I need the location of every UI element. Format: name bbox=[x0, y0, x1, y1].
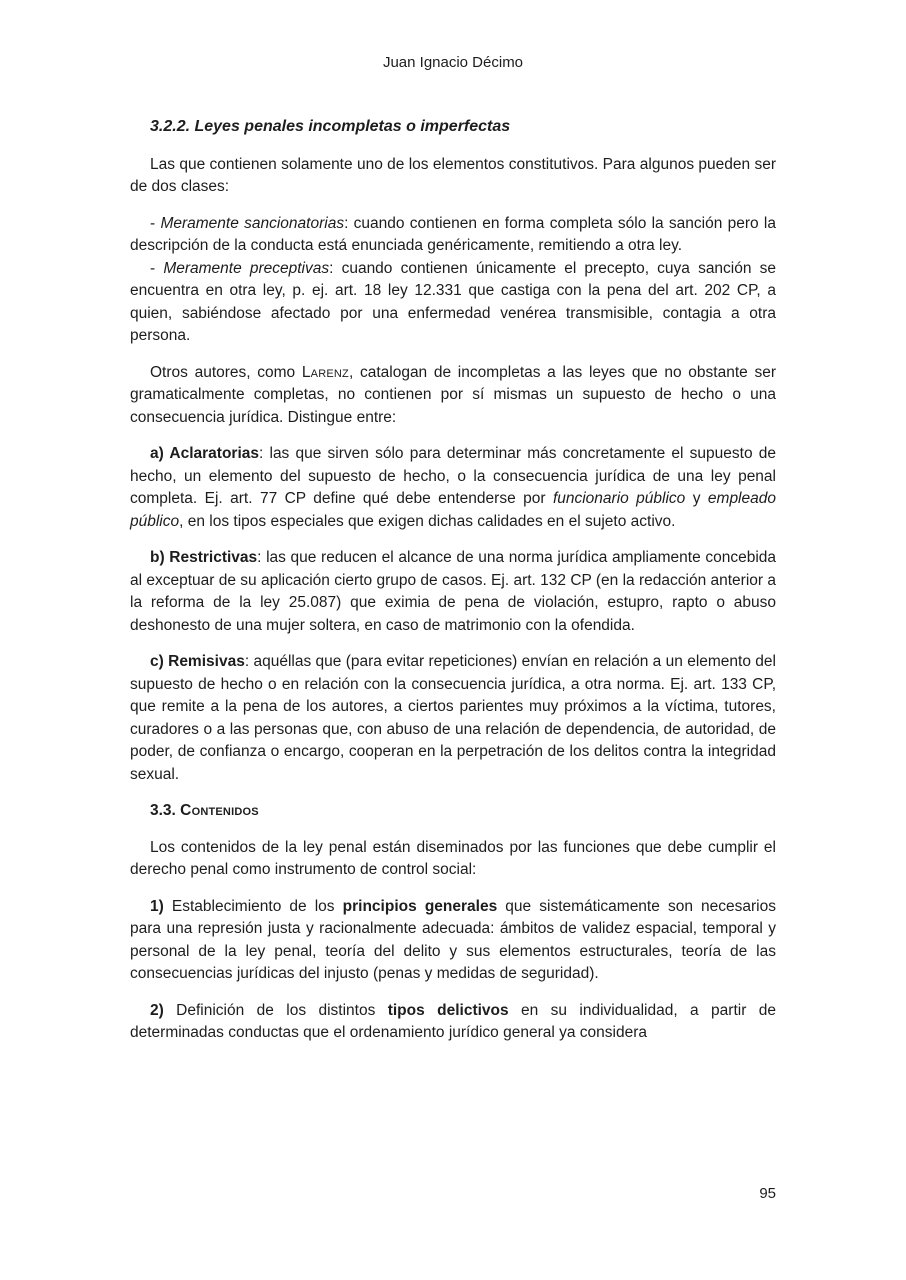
item-a-label: a) Aclaratorias bbox=[150, 445, 259, 462]
item-a-aclaratorias bbox=[130, 443, 776, 533]
term-principios-generales: principios generales bbox=[342, 897, 498, 915]
section-33-number: 3.3. bbox=[150, 802, 181, 819]
section-heading-322 bbox=[130, 116, 776, 139]
author-name: Juan Ignacio Décimo bbox=[382, 54, 524, 71]
item-a-text-1: : las que sirven sólo para determinar más concretamente el supuesto de hecho, un elemento del supuesto de hecho, o la consecuencia jurídica de una ley penal completa. Ej. art. 77 CP define qué debe entenderse por bbox=[130, 445, 776, 507]
item-b-restrictivas bbox=[130, 547, 776, 637]
larenz-after: , catalogan de incompletas a las leyes que no obstante ser gramaticalmente completas, no contienen por sí mismas un supuesto de hecho o una consecuencia jurídica. Distingue entre: bbox=[130, 363, 776, 426]
contenidos-intro-text: Los contenidos de la ley penal están diseminados por las funciones que debe cumplir el derecho penal como instrumento de control social: bbox=[130, 838, 776, 878]
term-tipos-delictivos: tipos delictivos bbox=[387, 1001, 509, 1019]
item-2-tipos bbox=[130, 1000, 776, 1045]
larenz-before: Otros autores, como bbox=[150, 363, 302, 381]
author-larenz-smallcaps: Larenz bbox=[301, 363, 349, 381]
page-content bbox=[130, 116, 776, 1059]
section-heading-33 bbox=[130, 800, 776, 823]
item-2-label: 2) bbox=[150, 1001, 164, 1019]
section-322-title: 3.2.2. Leyes penales incompletas o imperfectas bbox=[150, 118, 511, 135]
bullet-sancionatorias-text: : cuando contienen en forma completa sólo la sanción pero la descripción de la conducta está enunciada genéricamente, remitiendo a otra ley. bbox=[130, 214, 777, 254]
term-empleado-publico: empleado público bbox=[130, 490, 776, 530]
section-33-title-smallcaps: Contenidos bbox=[180, 802, 259, 819]
paragraph-contenidos-intro bbox=[130, 837, 776, 882]
item-2-text-2: en su individualidad, a partir de determinadas conductas que el ordenamiento jurídico general ya considera bbox=[130, 1001, 776, 1041]
item-c-label: c) Remisivas bbox=[150, 653, 245, 670]
paragraph-larenz bbox=[130, 362, 776, 430]
bullet-dash: - bbox=[150, 259, 164, 277]
bullet-preceptivas bbox=[130, 258, 776, 348]
item-c-text: : aquéllas que (para evitar repeticiones) envían en relación a un elemento del supuesto de hecho o en relación con la consecuencia jurídica, a otra norma. Ej. art. 133 CP, que remite a la pena de los autores, a ciertos parientes muy próximos a la víctima, tutores, curadores o a las personas que, con abuso de una relación de dependencia, de autoridad, de poder, de confianza o encargo, cooperan en la perpetración de los delitos contra la integridad sexual. bbox=[130, 653, 776, 783]
page-number bbox=[759, 1184, 776, 1203]
intro-text: Las que contienen solamente uno de los elementos constitutivos. Para algunos pueden ser de dos clases: bbox=[130, 155, 776, 195]
term-sancionatorias: Meramente sancionatorias bbox=[160, 214, 345, 232]
item-1-principios bbox=[130, 896, 776, 986]
item-a-text-2: y bbox=[685, 490, 708, 507]
item-2-text-1: Definición de los distintos bbox=[163, 1001, 388, 1019]
paragraph-intro bbox=[130, 154, 776, 199]
running-header bbox=[0, 53, 906, 72]
page-number-value: 95 bbox=[759, 1185, 776, 1202]
bullet-sancionatorias bbox=[130, 213, 776, 258]
item-1-text-1: Establecimiento de los bbox=[163, 897, 343, 915]
item-1-label: 1) bbox=[150, 897, 164, 915]
item-a-text-3: , en los tipos especiales que exigen dichas calidades en el sujeto activo. bbox=[179, 512, 676, 530]
item-b-text: : las que reducen el alcance de una norma jurídica ampliamente concebida al exceptuar de su aplicación cierto grupo de casos. Ej. art. 132 CP (en la redacción anterior a la reforma de la ley 25.087) que eximia de pena de violación, estupro, rapto o abuso deshonesto de una mujer soltera, en caso de matrimonio con la ofendida. bbox=[130, 549, 776, 634]
term-preceptivas: Meramente preceptivas bbox=[163, 259, 330, 277]
bullet-dash: - bbox=[150, 214, 161, 232]
term-funcionario-publico: funcionario público bbox=[552, 490, 686, 507]
bullet-preceptivas-text: : cuando contienen únicamente el precepto, cuya sanción se encuentra en otra ley, p. ej. art. 18 ley 12.331 que castiga con la pena del art. 202 CP, a quien, sabiéndose afectado por una enfermedad venérea transmisible, contagia a otra persona. bbox=[130, 259, 777, 344]
item-1-text-2: que sistemáticamente son necesarios para una represión justa y racionalmente adecuada: ámbitos de validez espacial, temporal y personal de la ley penal, teoría del delito y sus elementos estructurales, teoría de las consecuencias jurídicas del injusto (penas y medidas de seguridad). bbox=[130, 897, 776, 982]
item-b-label: b) Restrictivas bbox=[150, 549, 258, 566]
item-c-remisivas bbox=[130, 651, 776, 786]
